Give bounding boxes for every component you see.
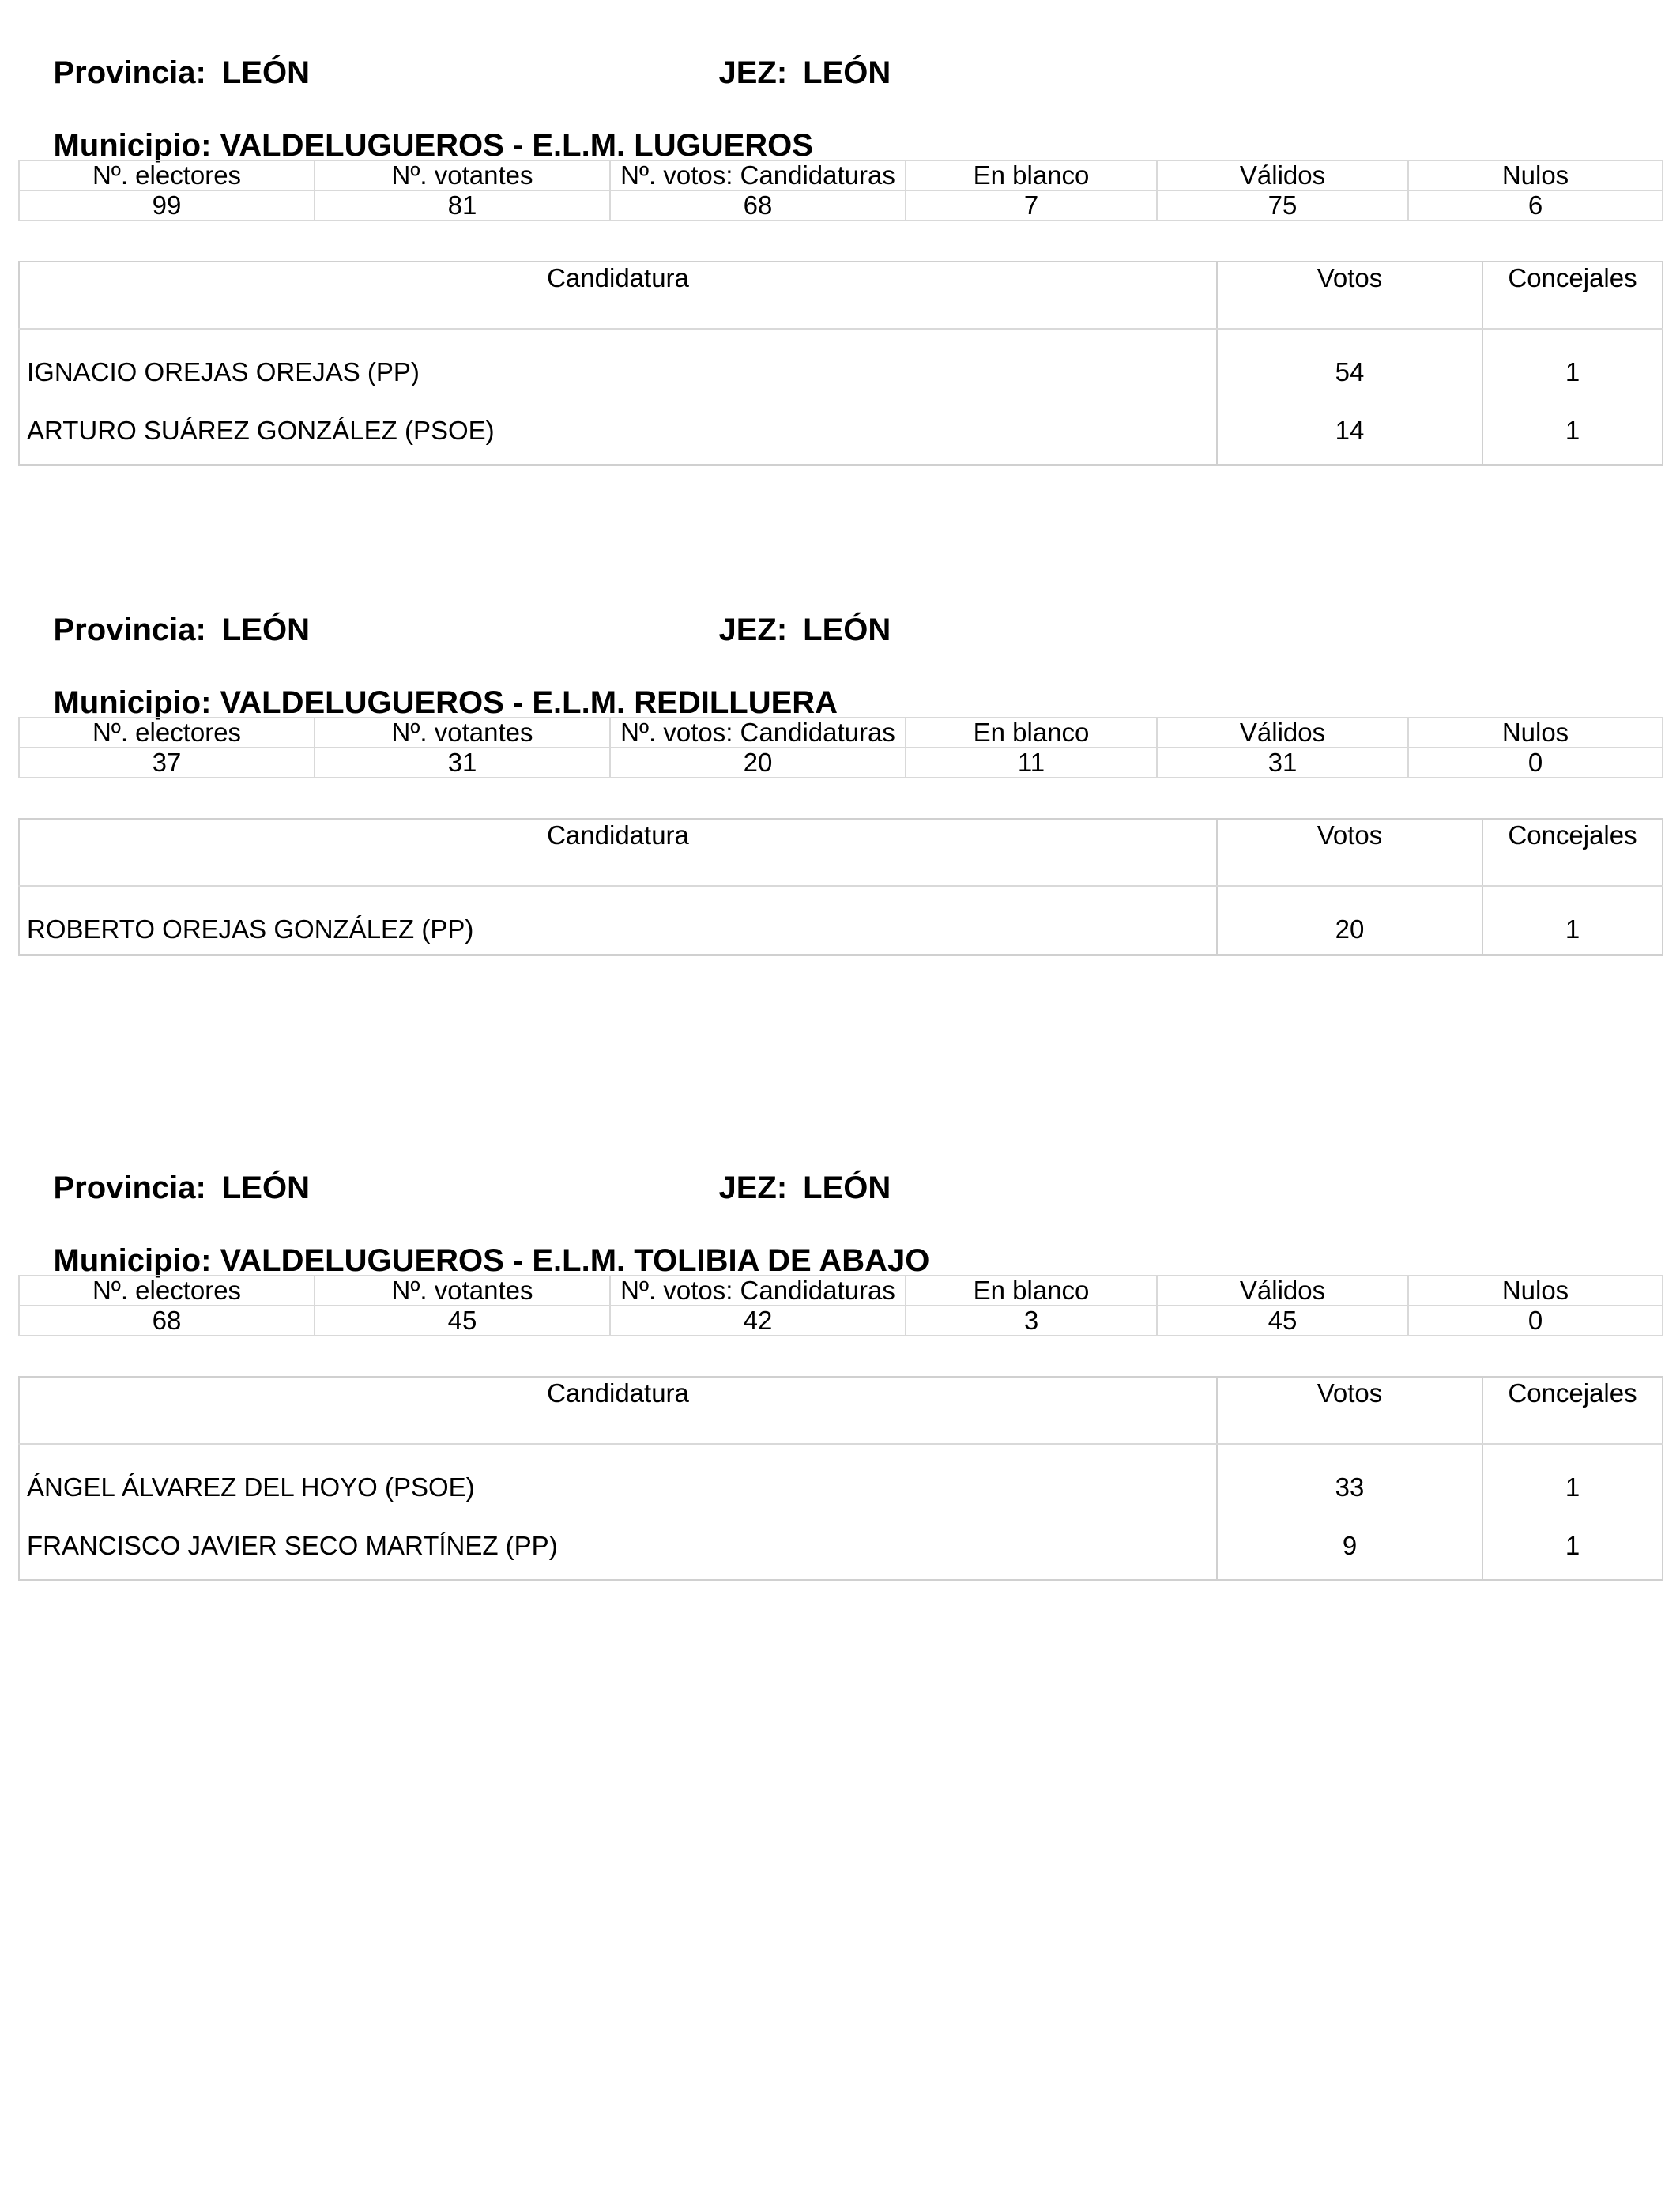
candidate-name: FRANCISCO JAVIER SECO MARTÍNEZ (PP) [19,1512,1217,1580]
stats-header-votos-candidaturas: Nº. votos: Candidaturas [610,1276,906,1306]
jez-value: LEÓN [803,55,891,90]
provincia-value: LEÓN [221,613,310,647]
candidates-header-votos: Votos [1217,819,1482,886]
candidates-header-votos: Votos [1217,262,1482,329]
candidate-row [19,1444,1663,1512]
jez-label: JEZ: [718,55,788,90]
stats-value-electores: 99 [19,190,315,221]
candidate-row [19,886,1663,955]
candidate-votes: 20 [1217,886,1482,955]
provincia-label: Provincia: [53,1171,206,1205]
candidates-header-votos: Votos [1217,1377,1482,1444]
candidates-header-concejales: Concejales [1482,262,1663,329]
candidate-votes: 14 [1217,397,1482,465]
candidates-header-concejales: Concejales [1482,1377,1663,1444]
stats-header-votos-candidaturas: Nº. votos: Candidaturas [610,160,906,190]
stats-value-votantes: 45 [315,1306,610,1336]
election-section-redilluera [18,573,1662,968]
election-section-tolibia-de-abajo [18,1131,1662,1581]
provincia-value: LEÓN [221,1171,310,1205]
stats-header-row [19,1276,1663,1306]
jez-value: LEÓN [803,1171,891,1205]
stats-value-validos: 45 [1157,1306,1408,1336]
stats-value-votantes: 81 [315,190,610,221]
candidate-votes: 33 [1217,1444,1482,1512]
stats-header-votos-candidaturas: Nº. votos: Candidaturas [610,718,906,748]
stats-header-votantes: Nº. votantes [315,718,610,748]
candidate-concejales: 1 [1565,1530,1580,1560]
stats-value-electores: 68 [19,1306,315,1336]
stats-table [18,160,1663,221]
stats-value-en-blanco: 3 [906,1306,1157,1336]
stats-header-row [19,718,1663,748]
stats-header-validos: Válidos [1157,1276,1408,1306]
stats-value-row [19,1306,1663,1336]
candidates-header-candidatura: Candidatura [19,262,1217,329]
stats-header-nulos: Nulos [1408,1276,1663,1306]
candidate-concejales: 1 [1565,914,1580,944]
stats-value-row [19,748,1663,778]
stats-value-votantes: 31 [315,748,610,778]
municipio-value: VALDELUGUEROS - E.L.M. LUGUEROS [220,128,813,163]
candidate-votes: 9 [1217,1512,1482,1580]
stats-value-en-blanco: 7 [906,190,1157,221]
stats-header-votantes: Nº. votantes [315,160,610,190]
stats-header-electores: Nº. electores [19,718,315,748]
election-section-lugueros [18,16,1662,466]
stats-value-row [19,190,1663,221]
jez-label: JEZ: [718,613,788,647]
candidate-row [19,329,1663,397]
candidates-header-concejales: Concejales [1482,819,1663,886]
municipio-label: Municipio: [53,128,212,163]
candidate-concejales: 1 [1565,415,1580,445]
stats-header-electores: Nº. electores [19,160,315,190]
stats-header-en-blanco: En blanco [906,718,1157,748]
candidate-name: IGNACIO OREJAS OREJAS (PP) [19,329,1217,397]
candidates-header-candidatura: Candidatura [19,819,1217,886]
candidate-votes: 54 [1217,329,1482,397]
stats-header-votantes: Nº. votantes [315,1276,610,1306]
candidates-header-row [19,1377,1663,1444]
stats-value-votos-candidaturas: 42 [610,1306,906,1336]
stats-header-validos: Válidos [1157,160,1408,190]
candidate-concejales: 1 [1565,1472,1580,1502]
municipio-label: Municipio: [53,1243,212,1278]
stats-header-en-blanco: En blanco [906,160,1157,190]
candidate-name: ROBERTO OREJAS GONZÁLEZ (PP) [19,886,1217,955]
provincia-label: Provincia: [53,613,206,647]
candidate-name: ÁNGEL ÁLVAREZ DEL HOYO (PSOE) [19,1444,1217,1512]
candidate-name: ARTURO SUÁREZ GONZÁLEZ (PSOE) [19,397,1217,465]
jez-value: LEÓN [803,613,891,647]
stats-header-row [19,160,1663,190]
stats-table [18,717,1663,778]
municipio-value: VALDELUGUEROS - E.L.M. TOLIBIA DE ABAJO [220,1243,930,1278]
stats-header-nulos: Nulos [1408,718,1663,748]
stats-value-validos: 75 [1157,190,1408,221]
provincia-label: Provincia: [53,55,206,90]
stats-value-validos: 31 [1157,748,1408,778]
provincia-value: LEÓN [221,55,310,90]
candidates-table [18,818,1663,956]
stats-value-electores: 37 [19,748,315,778]
stats-value-votos-candidaturas: 20 [610,748,906,778]
candidates-header-row [19,262,1663,329]
stats-header-nulos: Nulos [1408,160,1663,190]
jez-label: JEZ: [718,1171,788,1205]
candidate-row [19,1512,1663,1580]
candidates-header-row [19,819,1663,886]
stats-header-validos: Válidos [1157,718,1408,748]
candidates-header-candidatura: Candidatura [19,1377,1217,1444]
municipio-value: VALDELUGUEROS - E.L.M. REDILLUERA [220,685,838,720]
stats-value-en-blanco: 11 [906,748,1157,778]
stats-header-en-blanco: En blanco [906,1276,1157,1306]
stats-header-electores: Nº. electores [19,1276,315,1306]
candidate-row [19,397,1663,465]
candidates-table [18,261,1663,466]
municipio-label: Municipio: [53,685,212,720]
stats-table [18,1275,1663,1336]
candidate-concejales: 1 [1565,356,1580,386]
stats-value-nulos: 0 [1408,748,1663,778]
stats-value-nulos: 6 [1408,190,1663,221]
candidates-table [18,1376,1663,1581]
stats-value-nulos: 0 [1408,1306,1663,1336]
stats-value-votos-candidaturas: 68 [610,190,906,221]
